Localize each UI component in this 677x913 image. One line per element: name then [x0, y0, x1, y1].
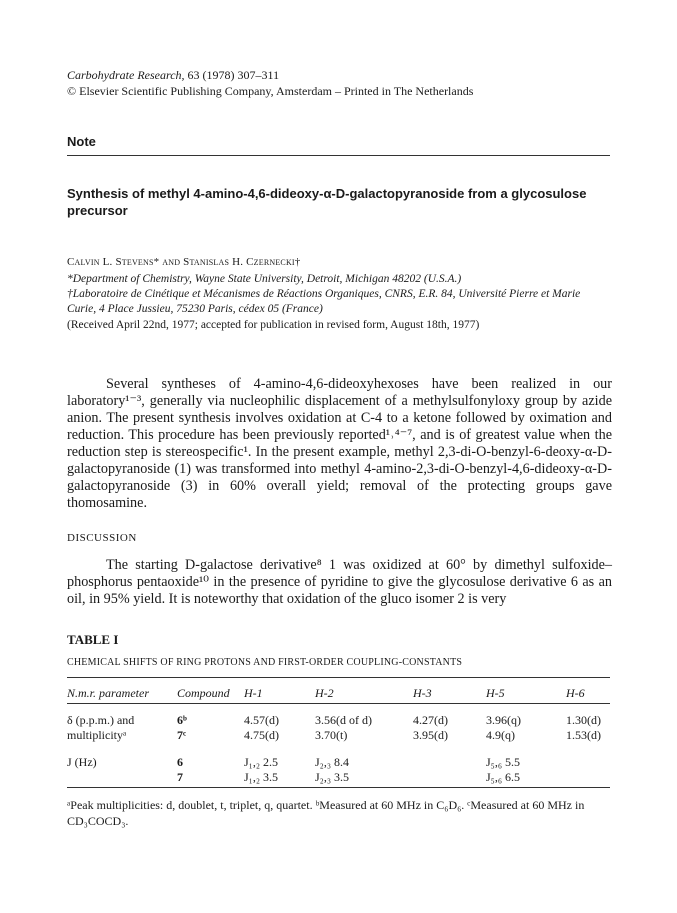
cell-h2: J₂,₃ 8.4 [315, 755, 350, 769]
affiliation-2: †Laboratoire de Cinétique et Mécanismes de Réactions Organiques, CNRS, E.R. 84, Université Pierre et Marie Curie, 4 Place Jussieu, 75230 Paris, cédex 05 (France) [67, 288, 581, 315]
note-label: Note [67, 134, 96, 149]
journal-reference: 63 (1978) 307–311 [184, 68, 280, 82]
cell-parameter: multiplicityᵃ [67, 728, 127, 742]
article-title: Synthesis of methyl 4-amino-4,6-dideoxy-α-D-galactopyranoside from a glycosulose precursor [67, 186, 587, 218]
cell-compound: 6 [177, 755, 183, 769]
journal-header [67, 67, 473, 99]
cell-compound: 6ᵇ [177, 713, 187, 727]
table-top-rule [67, 677, 610, 678]
cell-parameter: δ (p.p.m.) and [67, 713, 135, 727]
column-header: H-2 [315, 686, 334, 700]
column-header: H-5 [486, 686, 505, 700]
discussion-paragraph [67, 557, 612, 608]
received-dates: (Received April 22nd, 1977; accepted for publication in revised form, August 18th, 1977) [67, 319, 480, 331]
column-header: N.m.r. parameter [67, 686, 150, 700]
intro-paragraph-text: Several syntheses of 4-amino-4,6-dideoxyhexoses have been realized in our laboratory¹⁻³, generally via nucleophilic displacement of a methylsulfonyloxy group by azide anion. The present synthesis involves oxidation at C-4 to a ketone followed by oximation and reduction. This procedure has been previously reported¹˒⁴⁻⁷, and is of greatest value when the reduction step is stereospecific¹. In the present example, methyl 2,3-di-O-benzyl-6-deoxy-α-D-galactopyranoside (1) was transformed into methyl 4-amino-2,3-di-O-benzyl-4,6-dideoxy-α-D-galactopyranoside (3) in 60% overall yield; removal of the protecting groups gave thomosamine. [67, 376, 612, 511]
column-header: Compound [177, 686, 230, 700]
column-header: H-1 [244, 686, 263, 700]
cell-h6: 1.30(d) [566, 713, 601, 727]
table-caption: CHEMICAL SHIFTS OF RING PROTONS AND FIRST-ORDER COUPLING-CONSTANTS [67, 657, 463, 668]
cell-h2: 3.70(t) [315, 728, 348, 742]
cell-compound: 7ᶜ [177, 728, 187, 742]
cell-h3: 4.27(d) [413, 713, 448, 727]
cell-h2: J₂,₃ 3.5 [315, 770, 350, 784]
cell-h3: 3.95(d) [413, 728, 448, 742]
cell-parameter: J (Hz) [67, 755, 97, 769]
cell-h1: 4.57(d) [244, 713, 279, 727]
journal-name: Carbohydrate Research, [67, 68, 185, 82]
cell-h1: 4.75(d) [244, 728, 279, 742]
table-title: TABLE I [67, 632, 119, 647]
authors-text: Calvin L. Stevens* and Stanislas H. Czernecki† [67, 256, 301, 268]
cell-h5: J₅,₆ 5.5 [486, 755, 521, 769]
cell-h1: J₁,₂ 2.5 [244, 755, 279, 769]
cell-compound: 7 [177, 770, 183, 784]
cell-h5: 4.9(q) [486, 728, 515, 742]
column-header: H-6 [566, 686, 585, 700]
header-rule [67, 155, 610, 156]
section-heading: DISCUSSION [67, 532, 137, 544]
cell-h5: J₅,₆ 6.5 [486, 770, 521, 784]
table-header-rule [67, 703, 610, 704]
table-bottom-rule [67, 787, 610, 788]
cell-h2: 3.56(d of d) [315, 713, 372, 727]
cell-h5: 3.96(q) [486, 713, 521, 727]
table-footnote: ᵃPeak multiplicities: d, doublet, t, triplet, q, quartet. ᵇMeasured at 60 MHz in C₆D₆. ᶜMeasured at 60 MHz in CD₃COCD₃. [67, 798, 585, 828]
column-header: H-3 [413, 686, 432, 700]
cell-h1: J₁,₂ 3.5 [244, 770, 279, 784]
cell-h6: 1.53(d) [566, 728, 601, 742]
author-list [67, 256, 301, 268]
affiliation-1: *Department of Chemistry, Wayne State University, Detroit, Michigan 48202 (U.S.A.) [67, 273, 462, 285]
discussion-paragraph-text: The starting D-galactose derivative⁸ 1 was oxidized at 60° by dimethyl sulfoxide–phosphorus pentaoxide¹⁰ in the presence of pyridine to give the glycosulose derivative 6 as an oil, in 95% yield. It is noteworthy that oxidation of the gluco isomer 2 is very [67, 557, 612, 607]
copyright-line: © Elsevier Scientific Publishing Company, Amsterdam – Printed in The Netherlands [67, 84, 474, 98]
intro-paragraph [67, 376, 612, 512]
